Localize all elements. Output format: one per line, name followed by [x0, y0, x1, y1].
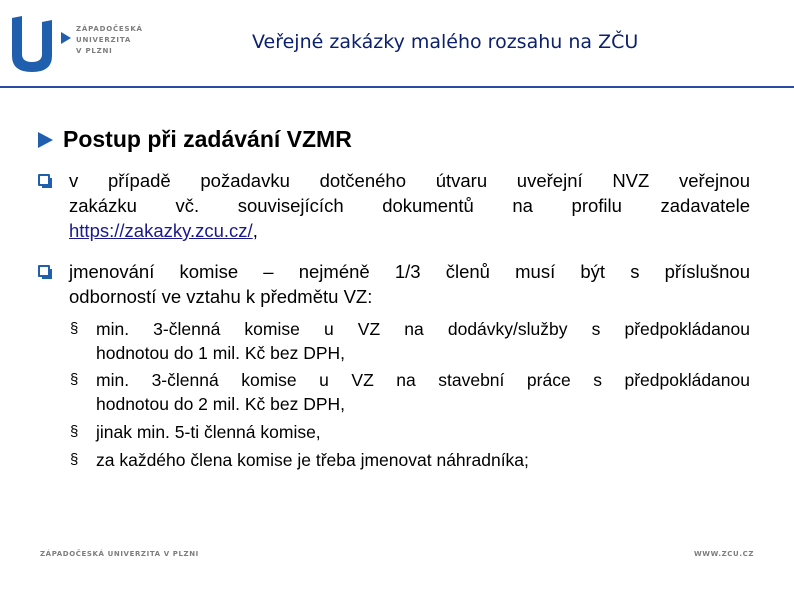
- square-bullet-icon: §: [70, 371, 79, 388]
- sub-item-line: min. 3-členná komise u VZ na stavební práce s předpokládanou: [96, 370, 750, 390]
- list-item-line: odborností ve vztahu k předmětu VZ:: [69, 286, 373, 307]
- link-suffix: ,: [252, 220, 258, 241]
- sub-item-line: hodnotou do 2 mil. Kč bez DPH,: [96, 394, 346, 414]
- list-item-line: v případě požadavku dotčeného útvaru uveřejní NVZ veřejnou: [69, 170, 750, 191]
- footer-university-name: ZÁPADOČESKÁ UNIVERZITA V PLZNI: [40, 550, 199, 558]
- university-logo: [8, 14, 168, 74]
- play-arrow-icon: [38, 132, 53, 148]
- sub-item-line: min. 3-členná komise u VZ na dodávky/služby s předpokládanou: [96, 319, 750, 339]
- footer-website[interactable]: WWW.ZCU.CZ: [693, 550, 754, 558]
- sub-item-line: hodnotou do 1 mil. Kč bez DPH,: [96, 343, 346, 363]
- section-heading-text: Postup při zadávání VZMR: [63, 126, 352, 152]
- sub-list-item: [70, 448, 750, 472]
- sub-list-item: [70, 368, 750, 416]
- logo-arrow-icon: [61, 32, 71, 44]
- sub-list-item: [70, 317, 750, 365]
- profile-link[interactable]: https://zakazky.zcu.cz/: [69, 220, 253, 241]
- sub-item-line: jinak min. 5-ti členná komise,: [96, 422, 321, 442]
- logo-line-1: ZÁPADOČESKÁ: [76, 25, 143, 33]
- logo-wordmark: [76, 24, 143, 57]
- checkbox-bullet-icon: [38, 265, 50, 277]
- sub-list-item: [70, 420, 750, 444]
- logo-line-2: UNIVERZITA: [76, 36, 132, 44]
- list-item: [38, 168, 750, 243]
- square-bullet-icon: §: [70, 320, 79, 337]
- sub-item-line: za každého člena komise je třeba jmenovat náhradníka;: [96, 450, 529, 470]
- checkbox-bullet-icon: [38, 174, 50, 186]
- section-heading: [38, 126, 352, 153]
- logo-line-3: V PLZNI: [76, 47, 113, 55]
- slide-header: [0, 0, 794, 88]
- square-bullet-icon: §: [70, 423, 79, 440]
- list-item: [38, 259, 750, 309]
- page-title: Veřejné zakázky malého rozsahu na ZČU: [252, 31, 639, 53]
- square-bullet-icon: §: [70, 451, 79, 468]
- list-item-line: jmenování komise – nejméně 1/3 členů musí být s příslušnou: [69, 261, 750, 282]
- list-item-line: zakázku vč. souvisejících dokumentů na profilu zadavatele: [69, 195, 750, 216]
- header-divider: [0, 86, 794, 88]
- logo-u-mark: [8, 14, 56, 74]
